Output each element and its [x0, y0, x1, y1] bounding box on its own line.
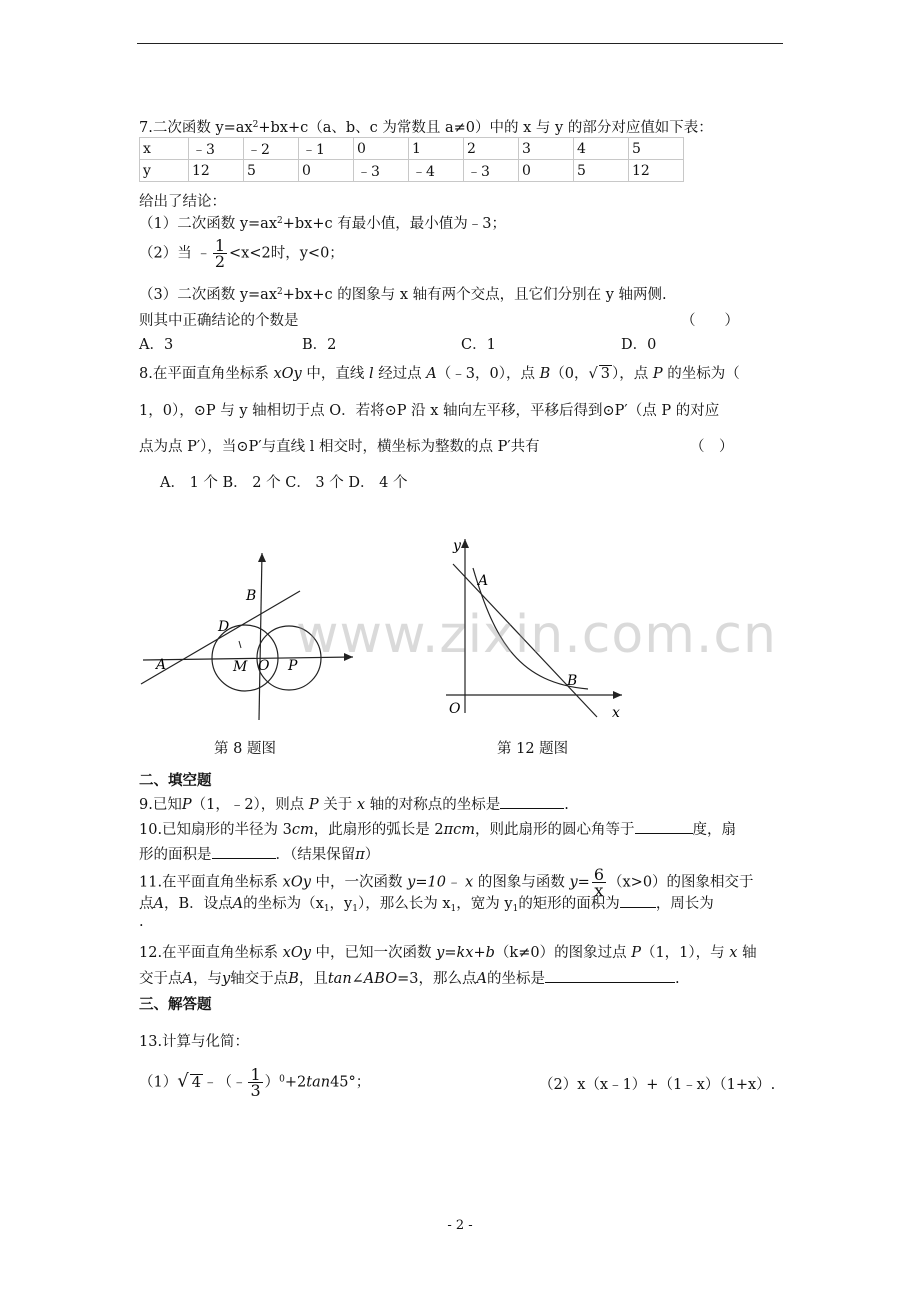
table-cell: ﹣3	[189, 138, 244, 160]
fraction: $\frac{1}{2}$	[214, 236, 226, 271]
fig8-label-b: B	[246, 588, 257, 604]
fraction: $\frac{6}{x}$	[593, 865, 604, 900]
q7-given: 给出了结论：	[139, 194, 226, 210]
fig12-label-y: y	[453, 538, 461, 554]
table-cell: ﹣1	[299, 138, 354, 160]
answer-blank[interactable]	[635, 821, 693, 834]
q8-options: A． 1 个 B． 2 个 C． 3 个 D． 4 个	[160, 475, 408, 491]
table-cell: 0	[354, 138, 409, 160]
q7-conclusion-3: （3）二次函数 $y=ax^2+bx+c$ 的图象与 x 轴有两个交点，且它们分别在 y 轴两侧.	[139, 287, 667, 303]
table-cell: 2	[464, 138, 519, 160]
fig8-y-arrow	[258, 553, 266, 562]
q11-line-3: .	[139, 914, 144, 930]
table-cell: x	[140, 138, 189, 160]
q12-line-1: 12.在平面直角坐标系 xOy 中，已知一次函数 y=kx+b（k≠0）的图象过点 P（1，1），与 x 轴	[139, 945, 757, 961]
q13-title: 13.计算与化简：	[139, 1034, 250, 1050]
watermark: www.zixin.com.cn	[296, 605, 777, 665]
section-2-heading: 二、填空题	[139, 772, 212, 789]
q7-answer-paren: （ ）	[681, 313, 739, 329]
table-row-y	[140, 160, 684, 182]
answer-blank[interactable]	[620, 895, 656, 908]
q7-option-c: C．1	[461, 337, 496, 353]
table-cell: 5	[574, 160, 629, 182]
fig12-x-arrow	[613, 691, 622, 699]
table-cell: y	[140, 160, 189, 182]
answer-blank[interactable]	[545, 970, 675, 983]
table-row-x	[140, 138, 684, 160]
q7-option-d: D．0	[621, 337, 657, 353]
table-cell: 0	[299, 160, 354, 182]
fig12-label-b: B	[567, 673, 578, 689]
q9: 9.已知P（1，﹣2），则点 P 关于 x 轴的对称点的坐标是 .	[139, 797, 569, 813]
table-cell: 4	[574, 138, 629, 160]
fig12-label-x: x	[612, 705, 620, 721]
q7-option-b: B．2	[302, 337, 337, 353]
fig8-label-d: D	[218, 619, 230, 635]
fig8-label-m: M	[233, 659, 248, 675]
q13-part-2: （2）x（x﹣1）+（1﹣x）（1+x）.	[539, 1077, 776, 1093]
fig8-label-a: A	[156, 657, 167, 673]
sqrt-icon: √	[588, 366, 598, 382]
fig8-radius-md	[239, 641, 241, 648]
answer-blank[interactable]	[500, 796, 564, 809]
q7-conclusion-2: （2）当 ﹣ $\frac{1}{2}$ <x<2时，y<0；	[139, 236, 344, 271]
fig8-label-p: P	[288, 658, 298, 674]
fig8-y-axis	[259, 553, 262, 720]
q7-ask: 则其中正确结论的个数是	[139, 313, 299, 329]
table-cell: ﹣3	[354, 160, 409, 182]
q11-line-1: 11.在平面直角坐标系 xOy 中，一次函数 y=10﹣ x 的图象与函数 y= $\frac{6}{x}$ （x>0）的图象相交于	[139, 865, 754, 900]
fig8-caption: 第 8 题图	[214, 741, 276, 757]
table-cell: ﹣2	[244, 138, 299, 160]
table-cell: 5	[244, 160, 299, 182]
page-number: - 2 -	[447, 1218, 473, 1233]
table-cell: ﹣4	[409, 160, 464, 182]
table-cell: 5	[629, 138, 684, 160]
q7-stem: 7.二次函数 $y=ax^2+bx+c(a$、b、c 为常数且 a≠0）中的 x 与 y 的部分对应值如下表：	[139, 120, 713, 136]
table-cell: 12	[629, 160, 684, 182]
q10-line-2: 形的面积是 ．（结果保留π）	[139, 847, 380, 863]
q12-line-2: 交于点A，与y轴交于点B，且tan∠ABO=3，那么点A的坐标是 .	[139, 971, 680, 987]
fraction: $\frac{1}{3}$	[250, 1065, 261, 1100]
q8-answer-paren: （ ）	[690, 439, 734, 455]
table-cell: 0	[519, 160, 574, 182]
table-cell: ﹣3	[464, 160, 519, 182]
answer-blank[interactable]	[212, 846, 276, 859]
table-cell: 1	[409, 138, 464, 160]
section-3-heading: 三、解答题	[139, 996, 212, 1013]
fig8-label-o: O	[258, 658, 270, 674]
q13-part-1: （1）√ 4 ﹣（﹣ $\frac{1}{3}$ ）$^0$+2tan45°；	[139, 1065, 371, 1100]
q7-value-table	[139, 137, 684, 182]
q11-line-2: 点A，B．设点A的坐标为（$x_1$，$y_1$），那么长为 $x_1$，宽为 $y_1$的矩形的面积为 ，周长为	[139, 896, 714, 914]
q8-line-1: 8.在平面直角坐标系 xOy 中，直线 l 经过点 A（﹣3，0），点 B（0，√ 3 ），点 P 的坐标为（	[139, 366, 740, 382]
fig12-y-arrow	[461, 539, 469, 548]
fig12-label-a: A	[478, 573, 489, 589]
sqrt-icon: √	[177, 1070, 189, 1092]
q7-option-a: A．3	[139, 337, 174, 353]
table-cell: 3	[519, 138, 574, 160]
fig12-caption: 第 12 题图	[497, 741, 569, 757]
q7-conclusion-1: （1）二次函数 $y=ax^2+bx+c$ 有最小值，最小值为﹣3；	[139, 216, 506, 232]
q8-line-3: 点为点 P′），当⊙P′与直线 l 相交时，横坐标为整数的点 P′共有	[139, 439, 540, 455]
fig12-label-o: O	[449, 701, 461, 717]
table-cell: 12	[189, 160, 244, 182]
q10-line-1: 10.已知扇形的半径为 3cm，此扇形的弧长是 2πcm，则此扇形的圆心角等于 度，扇	[139, 822, 737, 838]
header-rule	[137, 43, 783, 44]
q8-line-2: 1，0），⊙P 与 y 轴相切于点 O．若将⊙P 沿 x 轴向左平移，平移后得到⊙P′（点 P 的对应	[139, 403, 720, 419]
